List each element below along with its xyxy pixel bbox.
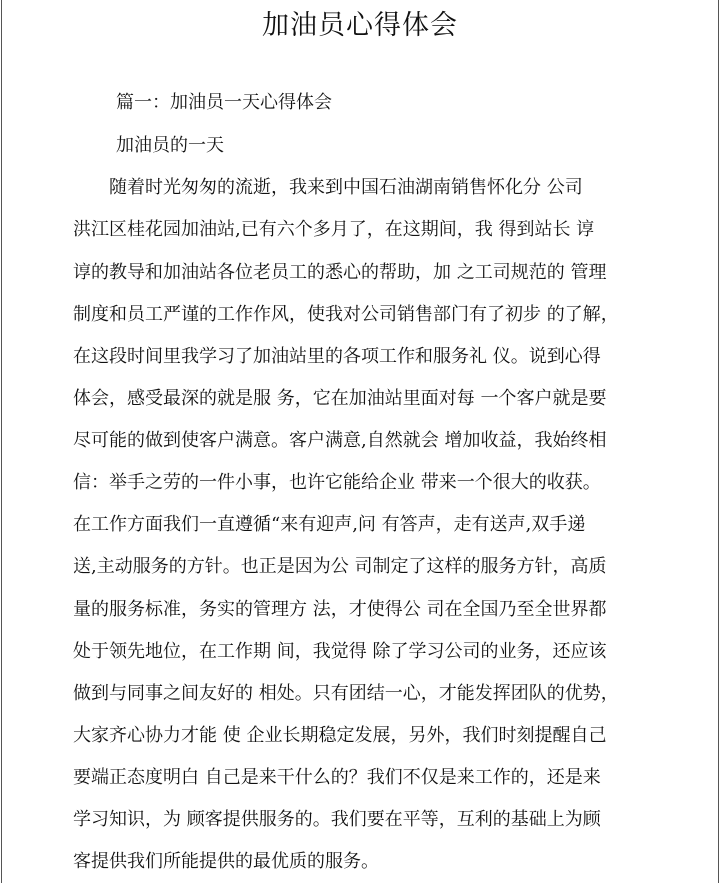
body-line: 信：举手之劳的一件小事，也许它能给企业 带来一个很大的收获。 bbox=[73, 472, 601, 493]
page-left-border bbox=[1, 0, 2, 883]
body-line: 学习知识，为 顾客提供服务的。我们要在平等，互利的基础上为顾 bbox=[73, 809, 601, 830]
body-line: 随着时光匆匆的流逝，我来到中国石油湖南销售怀化分 公司 bbox=[73, 177, 583, 198]
body-line: 洪江区桂花园加油站,已有六个多月了，在这期间，我 得到站长 谆 bbox=[73, 219, 595, 240]
document-title: 加油员心得体会 bbox=[262, 10, 458, 41]
body-line: 在这段时间里我学习了加油站里的各项工作和服务礼 仪。说到心得 bbox=[73, 346, 601, 367]
body-line: 量的服务标准，务实的管理方 法，才使得公 司在全国乃至全世界都 bbox=[73, 599, 607, 620]
body-line: 在工作方面我们一直遵循“来有迎声,问 有答声，走有送声,双手递 bbox=[73, 514, 586, 535]
body-line: 制度和员工严谨的工作作风，使我对公司销售部门有了初步 的了解， bbox=[73, 304, 619, 325]
body-line: 要端正态度明白 自己是来干什么的？我们不仅是来工作的，还是来 bbox=[73, 767, 601, 788]
page-right-border bbox=[718, 0, 719, 883]
body-line: 客提供我们所能提供的最优质的服务。 bbox=[73, 851, 379, 872]
body-line: 尽可能的做到使客户满意。客户满意,自然就会 增加收益，我始终相 bbox=[73, 430, 607, 451]
body-line: 处于领先地位，在工作期 间，我觉得 除了学习公司的业务，还应该 bbox=[73, 641, 607, 662]
body-line: 送,主动服务的方针。也正是因为公 司制定了这样的服务方针，高质 bbox=[73, 556, 607, 577]
body-line: 大家齐心协力才能 使 企业长期稳定发展，另外，我们时刻提醒自己 bbox=[73, 725, 607, 746]
article-title: 加油员的一天 bbox=[116, 135, 224, 156]
body-line: 做到与同事之间友好的 相处。只有团结一心，才能发挥团队的优势， bbox=[73, 683, 619, 704]
body-line: 谆的教导和加油站各位老员工的悉心的帮助，加 之工司规范的 管理 bbox=[73, 262, 607, 283]
section-heading: 篇一：加油员一天心得体会 bbox=[116, 92, 332, 113]
body-line: 体会，感受最深的就是服 务，它在加油站里面对每 一个客户就是要 bbox=[73, 388, 607, 409]
